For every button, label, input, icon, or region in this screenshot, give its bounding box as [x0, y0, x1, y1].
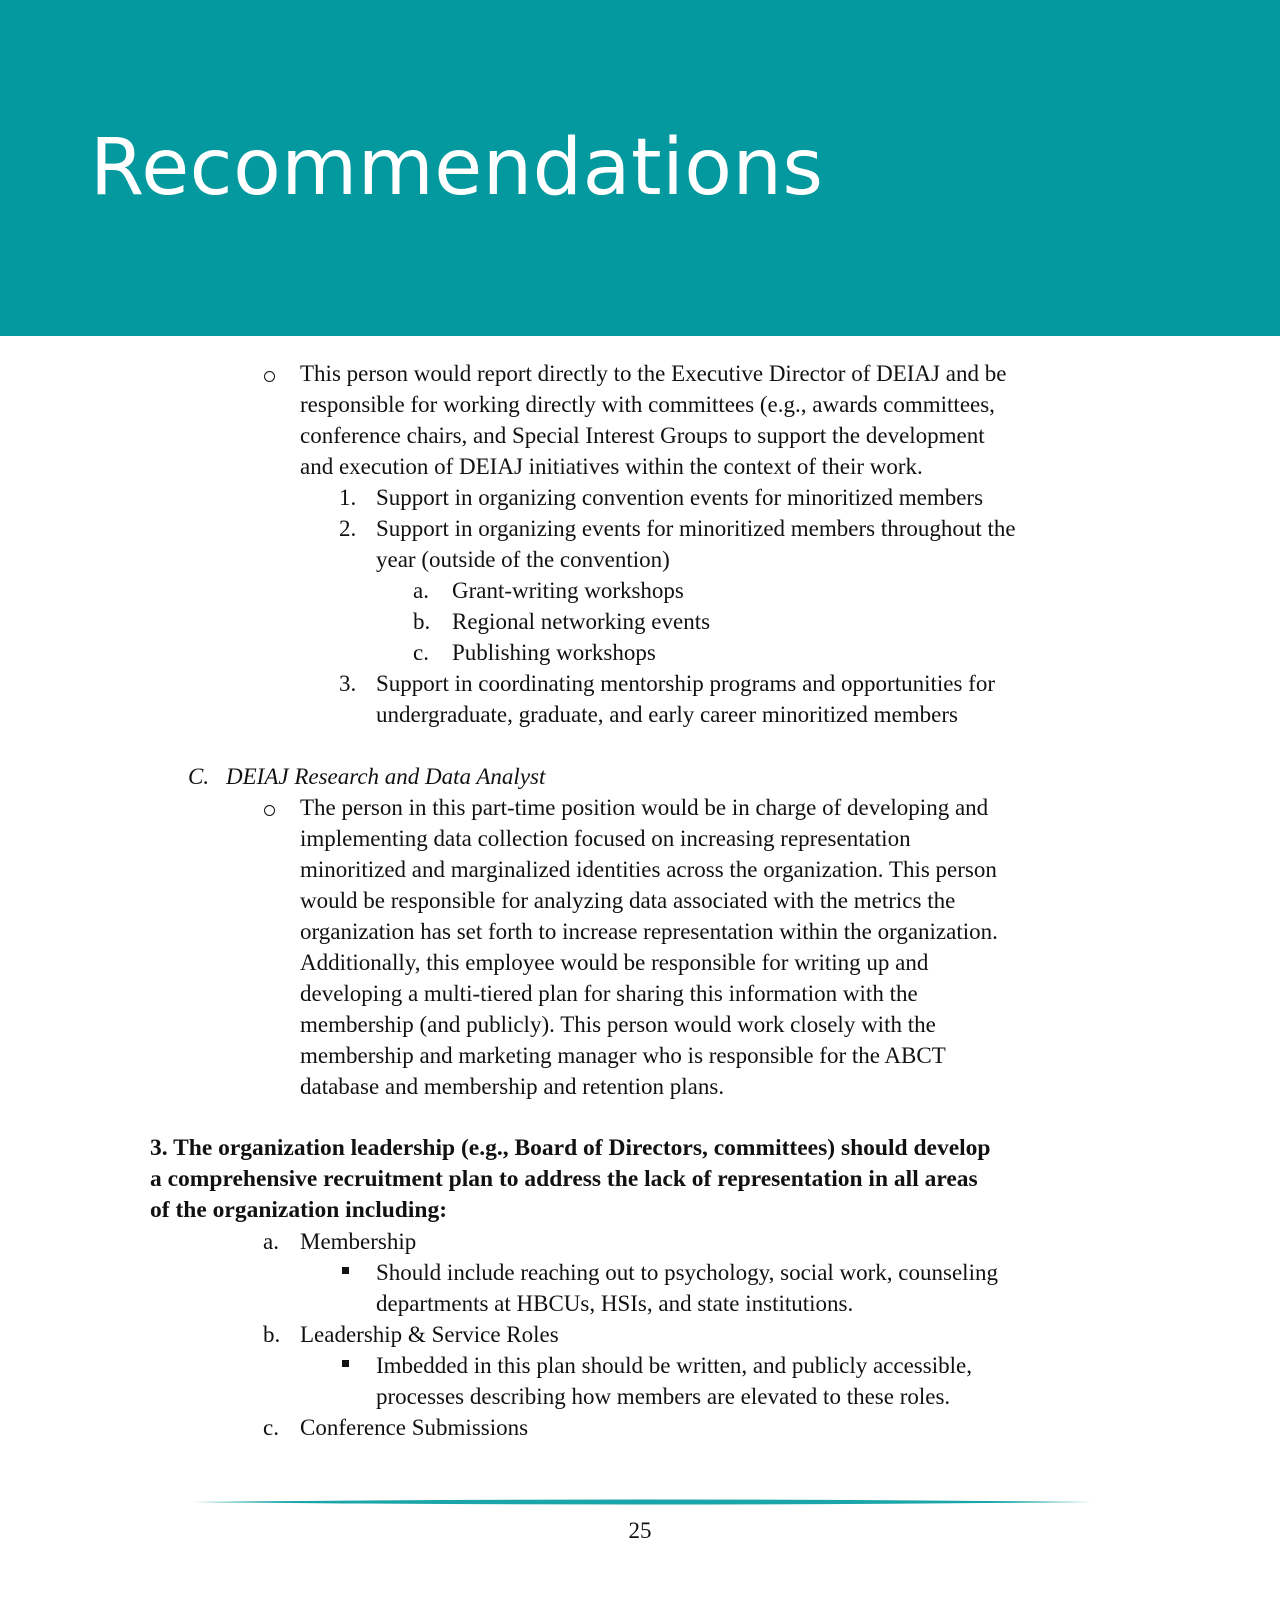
list-item: undergraduate, graduate, and early career minoritized members [376, 702, 958, 727]
square-bullet-icon [342, 1267, 349, 1274]
list-item: Publishing workshops [452, 640, 656, 665]
list-item: Support in organizing convention events for minoritized members [376, 485, 984, 510]
list-marker: b. [413, 609, 431, 634]
hollow-bullet-icon [264, 805, 275, 816]
recommendation-heading: of the organization including: [150, 1197, 448, 1223]
page-title: Recommendations [90, 123, 824, 213]
list-marker: b. [263, 1322, 281, 1347]
section-title: DEIAJ Research and Data Analyst [226, 764, 546, 789]
list-marker: 1. [339, 485, 357, 510]
text-line: responsible for working directly with committees (e.g., awards committees, [300, 392, 995, 417]
text-line: This person would report directly to the Executive Director of DEIAJ and be [300, 361, 1007, 386]
section-marker: C. [188, 764, 210, 789]
list-item: Support in organizing events for minoritized members throughout the [376, 516, 1016, 541]
list-marker: 3. [339, 671, 357, 696]
text-line: The person in this part-time position would be in charge of developing and [300, 795, 989, 820]
list-item: Regional networking events [452, 609, 711, 634]
text-line: Additionally, this employee would be responsible for writing up and [300, 950, 929, 975]
text-line: organization has set forth to increase representation within the organization. [300, 919, 998, 944]
text-line: departments at HBCUs, HSIs, and state institutions. [376, 1291, 854, 1316]
hollow-bullet-icon [264, 371, 275, 382]
recommendation-heading: 3. The organization leadership (e.g., Board of Directors, committees) should develop [150, 1135, 991, 1161]
text-line: Should include reaching out to psychology, social work, counseling [376, 1260, 998, 1285]
list-item: Support in coordinating mentorship programs and opportunities for [376, 671, 995, 696]
page-number: 25 [628, 1518, 652, 1543]
text-line: conference chairs, and Special Interest Groups to support the development [300, 423, 985, 448]
list-item: Conference Submissions [300, 1415, 529, 1440]
text-line: membership and marketing manager who is responsible for the ABCT [300, 1043, 946, 1068]
list-marker: 2. [339, 516, 357, 541]
text-line: developing a multi-tiered plan for sharing this information with the [300, 981, 918, 1006]
list-marker: a. [413, 578, 429, 603]
list-item: year (outside of the convention) [376, 547, 670, 572]
footer-divider [192, 1498, 1092, 1506]
text-line: and execution of DEIAJ initiatives within the context of their work. [300, 454, 923, 479]
text-line: would be responsible for analyzing data associated with the metrics the [300, 888, 956, 913]
text-line: implementing data collection focused on increasing representation [300, 826, 911, 851]
text-line: processes describing how members are elevated to these roles. [376, 1384, 951, 1409]
list-marker: a. [263, 1229, 279, 1254]
list-item: Membership [300, 1229, 417, 1254]
list-item: Leadership & Service Roles [300, 1322, 559, 1347]
list-marker: c. [263, 1415, 279, 1440]
text-line: Imbedded in this plan should be written, and publicly accessible, [376, 1353, 972, 1378]
text-line: membership (and publicly). This person would work closely with the [300, 1012, 936, 1037]
list-item: Grant-writing workshops [452, 578, 684, 603]
text-line: minoritized and marginalized identities across the organization. This person [300, 857, 997, 882]
recommendation-heading: a comprehensive recruitment plan to address the lack of representation in all areas [150, 1166, 978, 1192]
text-line: database and membership and retention plans. [300, 1074, 725, 1099]
square-bullet-icon [342, 1360, 349, 1367]
list-marker: c. [413, 640, 429, 665]
